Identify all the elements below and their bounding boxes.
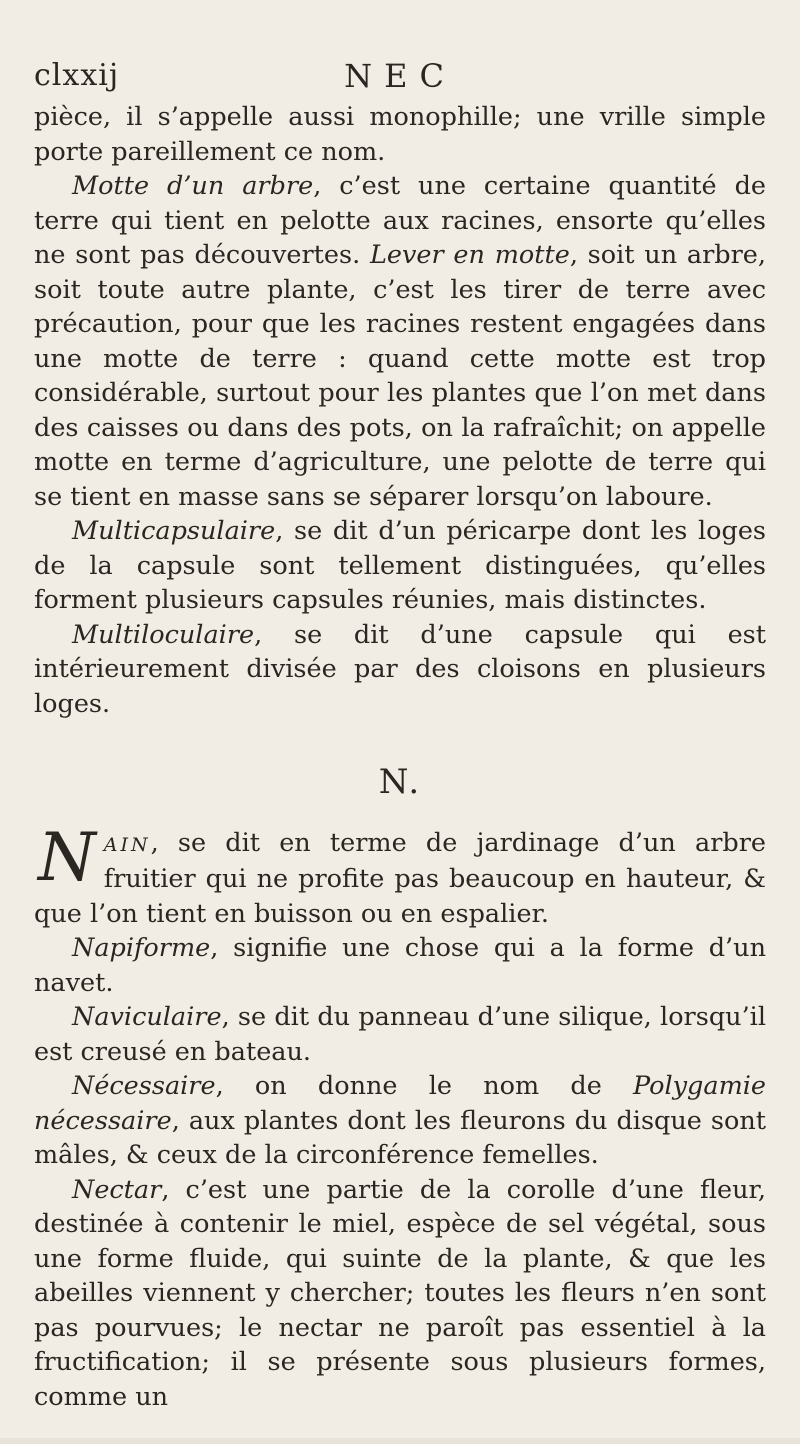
entry-term: Nectar <box>72 1174 162 1205</box>
page-bottom-edge <box>0 1438 800 1444</box>
entry-text: , aux plantes dont les fleurons du disque sont mâles, & ceux de la circonférence femelles. <box>34 1105 766 1170</box>
entry-text: pièce, il s’appelle aussi monophille; une vrille simple porte pareillement ce nom. <box>34 102 766 167</box>
entry-term: Napiforme <box>72 933 211 963</box>
entry-subterm: Polygamie nécessaire <box>34 1071 766 1136</box>
entry-text: , se dit d’un péricarpe dont les loges de la capsule sont tellement distinguées, qu’elles forment plusieurs capsules réunies, mais distinctes. <box>34 516 766 615</box>
entry-nectar <box>34 1173 766 1415</box>
entry-term: Motte d’un arbre <box>72 171 314 201</box>
drop-cap: N <box>38 818 96 896</box>
section-heading: N. <box>378 762 422 802</box>
running-title: NEC <box>344 57 456 95</box>
entry-motte <box>34 169 766 514</box>
entry-text: , on donne le nom de <box>215 1071 633 1101</box>
entry-term: AIN <box>103 833 151 856</box>
page-folio: clxxij <box>34 58 120 93</box>
entry-multiloculaire <box>34 618 766 722</box>
entry-napiforme <box>34 931 766 1000</box>
entry-continuation <box>34 100 766 169</box>
entry-term: Naviculaire <box>72 1002 222 1032</box>
running-head <box>34 52 766 100</box>
entry-subterm: Lever en motte <box>369 240 570 270</box>
entry-multicapsulaire <box>34 514 766 618</box>
entry-text: , se dit en terme de jardinage d’un arbre fruitier qui ne profite pas beaucoup en hauteur, & que l’on tient en buisson ou en espalier. <box>34 827 766 929</box>
entry-term: Multiloculaire <box>72 619 255 650</box>
entry-text: , se dit du panneau d’une silique, lorsqu’il est creusé en bateau. <box>34 1002 766 1067</box>
body-text <box>34 100 766 1414</box>
entry-term: Nécessaire <box>72 1071 216 1101</box>
entry-naviculaire <box>34 1000 766 1069</box>
entry-nain <box>34 818 766 932</box>
entry-text: , se dit d’une capsule qui est intérieurement divisée par des cloisons en plusieurs loges. <box>34 619 766 719</box>
entry-necessaire <box>34 1069 766 1173</box>
entry-text: , signifie une chose qui a la forme d’un navet. <box>34 933 766 998</box>
entry-term: Multicapsulaire <box>72 516 276 546</box>
entry-text: , c’est une certaine quantité de terre qui tient en pelotte aux racines, ensorte qu’elles ne sont pas découvertes. <box>34 171 767 270</box>
entry-text: , c’est une partie de la corolle d’une fleur, destinée à contenir le miel, espèce de sel végétal, sous une forme fluide, qui suinte de la plante, & que les abeilles viennent y chercher; toutes les fleurs n’en sont pas pourvues; le nectar ne paroît pas essentiel à la fructification; il se présente sous plusieurs formes, comme un <box>34 1174 766 1412</box>
entry-text: , soit un arbre, soit toute autre plante, c’est les tirer de terre avec précaution, pour que les racines restent engagées dans une motte de terre : quand cette motte est trop considérable, surtout pour les plantes que l’on met dans des caisses ou dans des pots, on la rafraîchit; on appelle motte en terme d’agriculture, une pelotte de terre qui se tient en masse sans se séparer lorsqu’on laboure. <box>34 240 766 512</box>
